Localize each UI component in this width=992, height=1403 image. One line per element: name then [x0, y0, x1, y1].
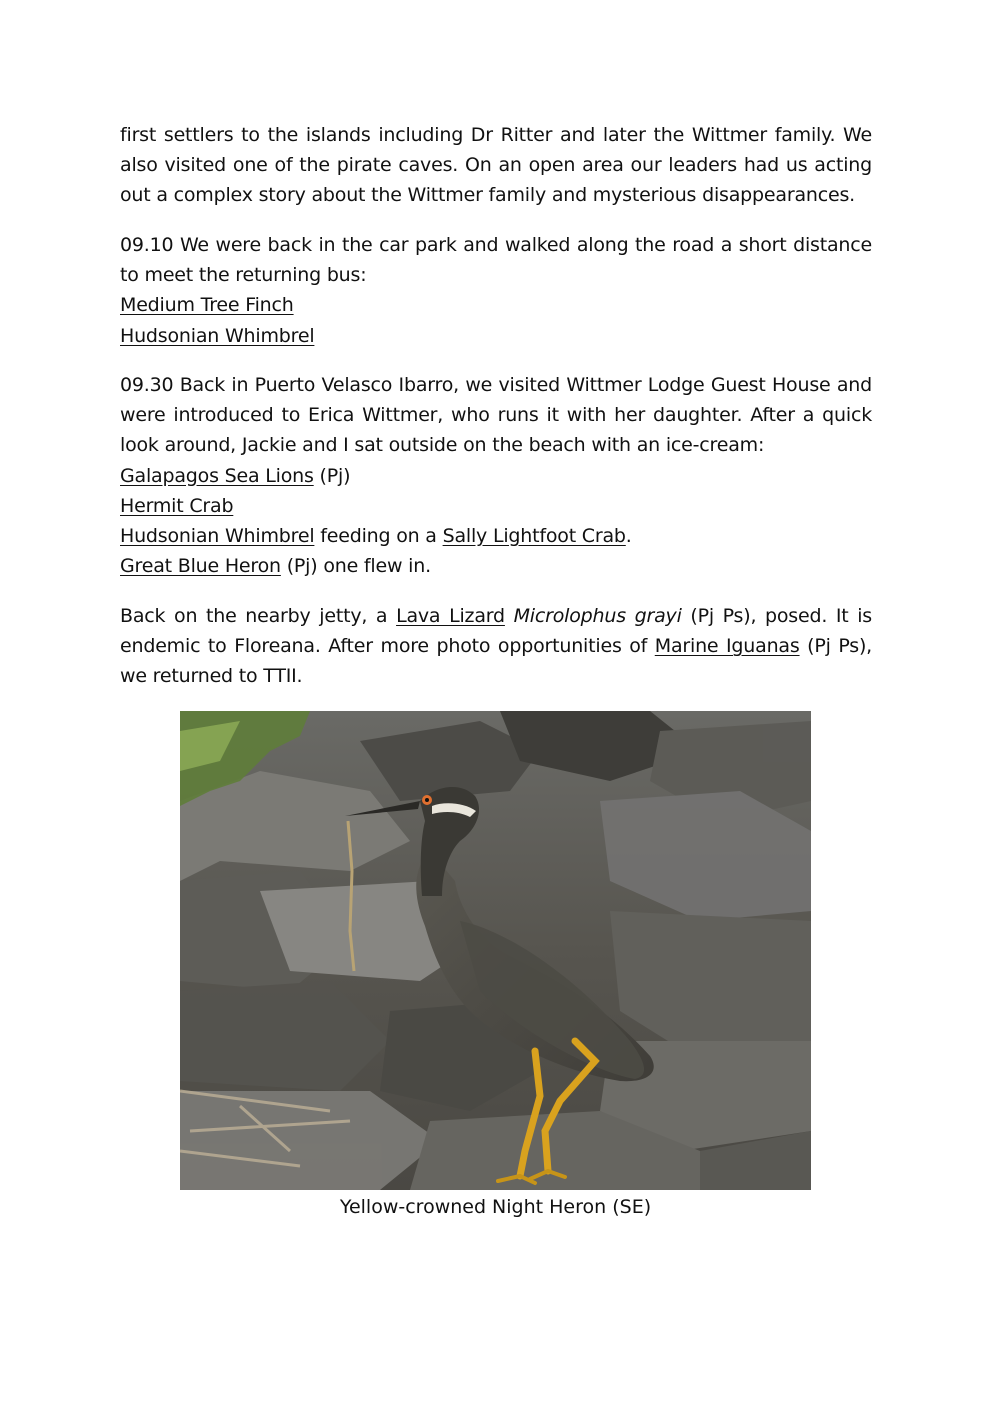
species-hudsonian-whimbrel[interactable]: Hudsonian Whimbrel	[120, 324, 315, 347]
species-line	[120, 551, 872, 581]
species-note: .	[625, 525, 632, 548]
species-line	[120, 461, 872, 491]
paragraph-text	[120, 601, 872, 692]
species-note: (Pj)	[313, 464, 351, 487]
paragraph-settlers	[120, 120, 872, 211]
text-run: (Pj Ps), posed. It is endemic to Floreana. After more photo opportunities of	[120, 605, 872, 658]
species-lava-lizard[interactable]: Lava Lizard	[396, 605, 505, 627]
text-run: Back on the nearby jetty, a	[120, 605, 397, 627]
paragraph-puerto-velasco	[120, 370, 872, 581]
species-great-blue-heron[interactable]: Great Blue Heron	[120, 555, 281, 578]
species-hudsonian-whimbrel[interactable]: Hudsonian Whimbrel	[120, 525, 315, 548]
species-hermit-crab[interactable]: Hermit Crab	[120, 494, 234, 517]
species-sally-lightfoot-crab[interactable]: Sally Lightfoot Crab	[442, 525, 626, 548]
text-run	[505, 605, 514, 627]
species-line	[120, 521, 872, 551]
paragraph-text: 09.10 We were back in the car park and walked along the road a short distance to meet the returning bus:	[120, 234, 872, 287]
heron-photo	[180, 711, 811, 1190]
paragraph-text: first settlers to the islands including Dr Ritter and later the Wittmer family. We also visited one of the pirate caves. On an open area our leaders had us acting out a complex story about the Wittmer family and mysterious disappearances.	[120, 124, 872, 207]
species-line	[120, 491, 872, 521]
species-marine-iguanas[interactable]: Marine Iguanas	[654, 635, 800, 658]
text-run: (Pj Ps), we returned to TTII.	[120, 635, 872, 688]
species-note: feeding on a	[314, 525, 443, 548]
species-note: (Pj) one flew in.	[280, 555, 431, 578]
species-galapagos-sea-lions[interactable]: Galapagos Sea Lions	[120, 464, 314, 487]
scientific-name: Microlophus grayi	[513, 605, 682, 627]
paragraph-text: 09.30 Back in Puerto Velasco Ibarro, we visited Wittmer Lodge Guest House and were introduced to Erica Wittmer, who runs it with her daughter. After a quick look around, Jackie and I sat outside on the beach with an ice-cream:	[120, 374, 872, 457]
paragraph-jetty	[120, 601, 872, 692]
species-medium-tree-finch[interactable]: Medium Tree Finch	[120, 294, 294, 317]
paragraph-car-park	[120, 230, 872, 351]
photo-caption: Yellow-crowned Night Heron (SE)	[339, 1196, 652, 1218]
